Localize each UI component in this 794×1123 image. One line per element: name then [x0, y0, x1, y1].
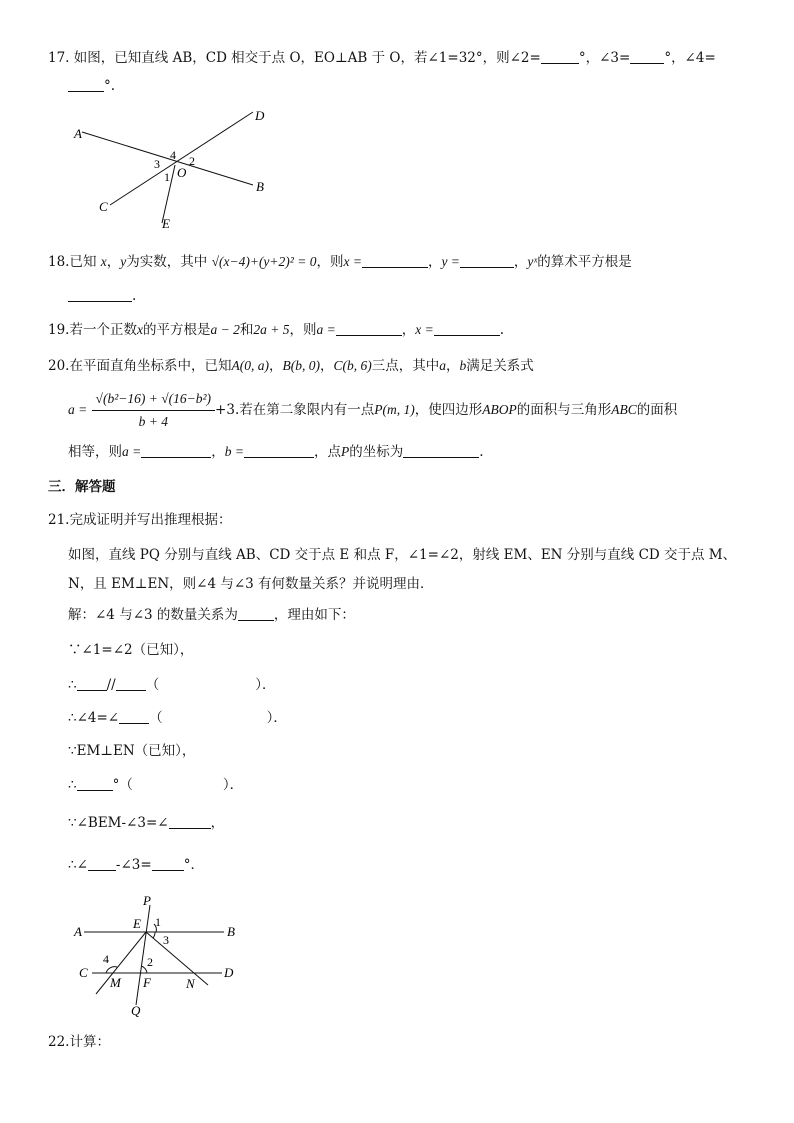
q17-deg3: °.: [104, 78, 116, 94]
q21-label-b: B: [227, 924, 235, 939]
q21-label-q: Q: [131, 1003, 141, 1018]
q22-title-text: 计算：: [69, 1034, 110, 1050]
q18-line2: [68, 286, 136, 306]
q20-aeq: a =: [122, 444, 142, 459]
q18-t4: 的算术平方根是: [537, 254, 632, 270]
q21-step5: [68, 775, 243, 795]
q20-t6: 的面积与三角形: [516, 402, 612, 418]
q17-text: 如图，已知直线 AB，CD 相交于点 O，EO⊥AB 于 O，若∠1=32°，则∠2=: [73, 50, 541, 66]
q19-e2: 2a + 5: [253, 322, 290, 337]
q20-point-b: B(b, 0): [282, 358, 320, 373]
q21-label-c: C: [79, 965, 88, 980]
q18-blank-y[interactable]: [460, 253, 514, 268]
q20-abop: ABOP: [482, 402, 517, 417]
q18-x: x: [100, 254, 107, 269]
q21-s6a: ∵∠BEM-∠3=∠: [68, 815, 169, 831]
q21-s3b: （: [149, 710, 163, 726]
q21-blank-angle-value[interactable]: [77, 776, 113, 791]
q21-s2a: ∴: [68, 677, 77, 693]
q20-t2: 三点，其中: [371, 358, 440, 374]
q17-figure: [70, 105, 280, 235]
q21-label-e: E: [133, 916, 141, 931]
q20-line1: [48, 356, 534, 376]
q20-t5: ，使四边形: [414, 402, 483, 418]
q21-p1: 如图，直线 PQ 分别与直线 AB、CD 交于点 E 和点 F，∠1=∠2，射线 EM、EN 分别与直线 CD 交于点 M、: [68, 547, 737, 563]
q18-blank-x[interactable]: [362, 253, 428, 268]
q21-blank-angle-name-2[interactable]: [88, 856, 116, 871]
q21-sol-a: 解：∠4 与∠3 的数量关系为: [68, 607, 238, 623]
q20-p: P: [341, 444, 350, 459]
q19-line: [48, 320, 504, 340]
q22-title: [48, 1032, 110, 1052]
q17-label-3: 3: [154, 157, 160, 171]
q18-blank-root[interactable]: [68, 287, 132, 302]
q19-number: 19.: [48, 322, 70, 338]
q18-comma1: ，: [106, 254, 121, 270]
q20-line3: [68, 442, 484, 462]
q20-fraction-numerator: √(b²−16) + √(16−b²): [92, 390, 215, 411]
q20-t4: .若在第二象限内有一点: [234, 402, 375, 418]
q21-blank-line1[interactable]: [77, 676, 107, 691]
q20-blank-p-coord[interactable]: [403, 443, 479, 458]
q20-lhs: a =: [68, 402, 88, 417]
q21-s7a: ∴∠: [68, 857, 88, 873]
q21-step2: [68, 675, 275, 695]
q21-solution-intro: [68, 605, 355, 625]
q21-sol-b: ，理由如下：: [273, 607, 355, 623]
q21-title: [48, 510, 231, 530]
q21-blank-angle-name[interactable]: [169, 814, 211, 829]
q17-label-o: O: [177, 165, 187, 180]
q20-t10: 的坐标为: [349, 444, 404, 460]
q20-point-a: A(0, a): [231, 358, 269, 373]
q21-s7b: -∠3=: [115, 857, 152, 873]
q18-t2: 为实数，其中: [126, 254, 208, 270]
q21-label-m: M: [110, 975, 121, 990]
q21-blank-angle[interactable]: [119, 709, 149, 724]
q20-blank-b[interactable]: [244, 443, 314, 458]
q19-blank-a[interactable]: [336, 321, 402, 336]
q17-blank-angle2[interactable]: [541, 49, 579, 64]
q21-ray-en: [146, 932, 208, 985]
q21-label-1: 1: [155, 915, 161, 929]
q17-label-2: 2: [189, 154, 195, 168]
q22-number: 22.: [48, 1034, 70, 1050]
q20-t1: 在平面直角坐标系中，已知: [69, 358, 232, 374]
q21-number: 21.: [48, 512, 70, 528]
q19-t3: ，则: [289, 322, 317, 338]
q21-s2d: ）．: [255, 677, 276, 693]
q20-a: a: [439, 358, 446, 373]
q18-expression: √(x−4)+(y+2)² = 0: [211, 254, 317, 269]
q21-step7: [68, 855, 204, 875]
q21-s7c: °．: [183, 857, 204, 873]
q20-fraction: [92, 390, 215, 431]
q20-abc: ABC: [611, 402, 637, 417]
q21-blank-relation[interactable]: [238, 606, 274, 621]
section-3-heading: 三．解答题: [48, 479, 116, 495]
q18-number: 18.: [48, 254, 70, 270]
q17-line-cd: [110, 112, 253, 205]
q21-arc-3: [153, 932, 155, 938]
q21-step6: [68, 813, 224, 833]
q17-blank-angle4[interactable]: [68, 77, 104, 92]
q20-b: b: [459, 358, 467, 373]
q20-c2: ，: [319, 358, 334, 374]
q19-comma: ，: [401, 322, 416, 338]
q17-line2: [68, 76, 115, 96]
q21-step3: [68, 708, 287, 728]
q17-number: 17.: [48, 50, 70, 66]
q19-t2: 的平方根是: [142, 322, 211, 338]
q19-aeq: a =: [316, 322, 336, 337]
q21-s2c: （: [145, 677, 160, 693]
q17-label-c: C: [99, 199, 108, 214]
q21-p2: N，且 EM⊥EN，则∠4 与∠3 有何数量关系？并说明理由．: [68, 576, 434, 592]
q21-label-2: 2: [147, 955, 153, 969]
q20-t8: 相等，则: [68, 444, 122, 460]
q18-comma3: ，: [513, 254, 528, 270]
q21-s3c: ）．: [266, 710, 287, 726]
q21-label-n: N: [186, 976, 195, 991]
q21-figure: [70, 893, 250, 1023]
q21-label-a: A: [74, 924, 82, 939]
q19-t1: 若一个正数: [69, 322, 137, 338]
q21-step1: ∵∠1=∠2（已知），: [68, 642, 194, 658]
q20-number: 20.: [48, 358, 70, 374]
q20-c1: ，: [268, 358, 283, 374]
q20-c3: ，: [445, 358, 460, 374]
q20-fraction-denominator: b + 4: [138, 414, 168, 429]
q17-line1: [48, 48, 716, 68]
q21-label-d: D: [224, 965, 234, 980]
q21-step4: ∵EM⊥EN（已知），: [68, 743, 196, 759]
q17-label-1: 1: [164, 170, 170, 184]
q19-and: 和: [239, 322, 254, 338]
q21-label-3: 3: [163, 933, 169, 947]
q21-label-f: F: [143, 975, 151, 990]
q18-end: .: [132, 288, 137, 304]
q17-label-4: 4: [170, 148, 176, 162]
q18-line1: [48, 252, 632, 272]
q21-s6b: ，: [210, 815, 225, 831]
q20-t9: ，点: [314, 444, 341, 460]
q21-label-p: P: [143, 893, 151, 908]
q17-label-a: A: [74, 126, 82, 141]
q18-comma2: ，: [427, 254, 442, 270]
q20-point-p: P(m, 1): [374, 402, 415, 417]
q19-x: x: [136, 322, 143, 337]
q18-xeq: x =: [343, 254, 362, 269]
q18-t3: ，则: [316, 254, 344, 270]
q20-end: .: [479, 444, 484, 460]
q20-c4: ，: [211, 444, 225, 460]
q18-y: y: [120, 254, 127, 269]
q20-point-c: C(b, 6): [333, 358, 372, 373]
q18-yx: yˣ: [527, 254, 538, 269]
q17-label-b: B: [256, 179, 264, 194]
q19-end: .: [499, 322, 505, 338]
q20-plus3: +3: [215, 402, 235, 418]
q20-line2: [68, 390, 677, 431]
q21-s5c: ）．: [222, 777, 244, 793]
q19-xeq: x =: [415, 322, 434, 337]
q17-label-e: E: [162, 216, 170, 231]
q20-beq: b =: [224, 444, 244, 459]
q18-t1: 已知: [69, 254, 97, 270]
q19-blank-x[interactable]: [434, 321, 500, 336]
q21-s5a: ∴: [68, 777, 77, 793]
q18-yeq: y =: [441, 254, 460, 269]
q21-blank-line2[interactable]: [116, 676, 146, 691]
q17-deg1: °，∠3=: [578, 50, 631, 66]
q21-s2b: //: [106, 677, 116, 693]
q21-title-text: 完成证明并写出推理根据：: [69, 512, 232, 528]
q21-label-4: 4: [103, 952, 109, 966]
q17-label-d: D: [255, 108, 265, 123]
q17-blank-angle3[interactable]: [630, 49, 664, 64]
q20-t7: 的面积: [636, 402, 678, 418]
q21-s3a: ∴∠4=∠: [68, 710, 120, 726]
q20-t3: 满足关系式: [466, 358, 534, 374]
q21-s5b: °（: [112, 777, 133, 793]
q20-blank-a[interactable]: [141, 443, 211, 458]
q21-blank-result[interactable]: [152, 856, 184, 871]
q17-deg2: °，∠4=: [664, 50, 716, 66]
q19-e1: a − 2: [210, 322, 240, 337]
